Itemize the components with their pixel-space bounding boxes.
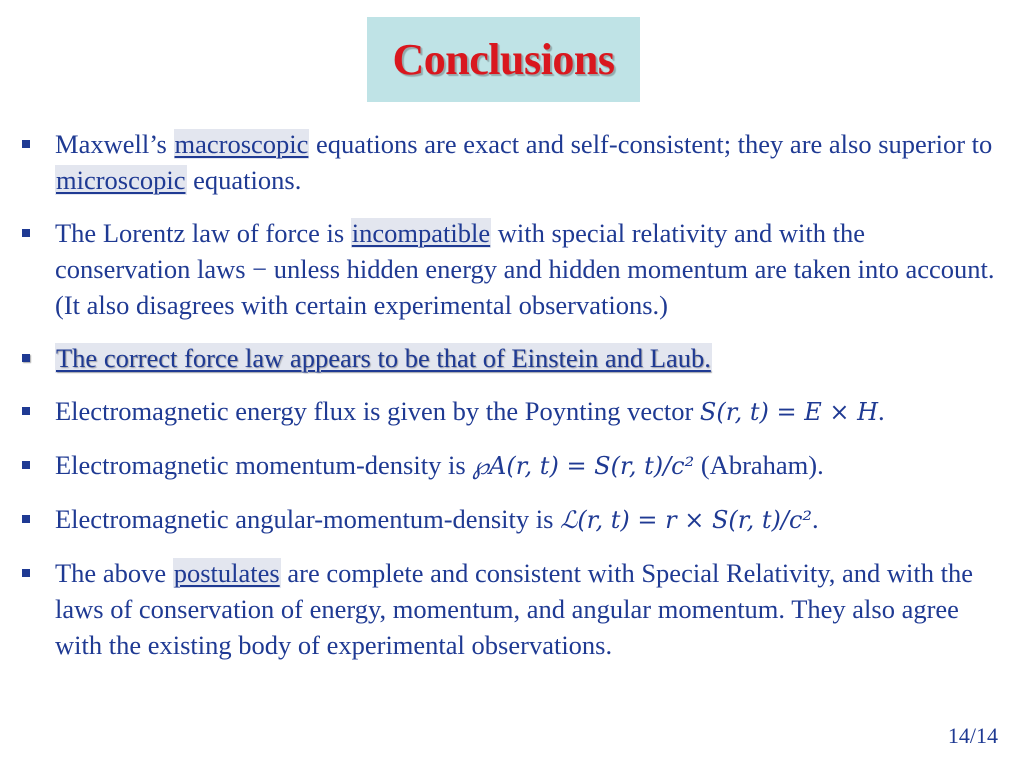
bullet-postulates — [20, 555, 1005, 663]
bullet-text-post: . — [878, 396, 885, 426]
highlight-incompatible: incompatible — [351, 218, 491, 248]
highlight-microscopic: microscopic — [56, 165, 186, 195]
bullet-text-post: equations. — [186, 165, 302, 195]
bullet-einstein-laub — [20, 340, 1005, 376]
square-bullet-icon — [22, 569, 30, 577]
square-bullet-icon — [22, 140, 30, 148]
bullet-text-pre: Electromagnetic energy flux is given by the Poynting vector — [55, 396, 700, 426]
bullet-text-pre: Electromagnetic angular-momentum-density is — [55, 504, 561, 534]
square-bullet-icon — [22, 407, 30, 415]
bullet-text-einstein-laub: The correct force law appears to be that of Einstein and Laub. — [56, 343, 711, 373]
momentum-density-equation: ℘A(r, t) = S(r, t)/c² — [472, 452, 695, 480]
bullet-lorentz — [20, 215, 1005, 323]
bullet-text-pre: The Lorentz law of force is — [55, 218, 351, 248]
bullet-text-mid: equations are exact and self-consistent; they are also superior to — [309, 129, 993, 159]
bullet-poynting — [20, 393, 1005, 430]
bullet-text-post: (Abraham). — [694, 450, 824, 480]
angular-momentum-equation: ℒ(r, t) = r × S(r, t)/c² — [560, 506, 813, 534]
square-bullet-icon — [22, 461, 30, 469]
slide-title: Conclusions — [392, 35, 615, 84]
page-number: 14/14 — [947, 723, 998, 748]
bullet-text-pre: The above — [55, 558, 173, 588]
title-box — [367, 17, 640, 102]
bullet-text-pre: Electromagnetic momentum-density is — [55, 450, 473, 480]
bullet-list — [20, 126, 1005, 680]
bullet-text-pre: Maxwell’s — [55, 129, 174, 159]
square-bullet-icon — [22, 354, 30, 362]
bullet-momentum-density — [20, 447, 1005, 484]
highlight-macroscopic: macroscopic — [174, 129, 309, 159]
highlight-postulates: postulates — [173, 558, 280, 588]
poynting-equation: S(r, t) = E × H — [699, 398, 879, 426]
square-bullet-icon — [22, 515, 30, 523]
bullet-angular-momentum — [20, 501, 1005, 538]
square-bullet-icon — [22, 229, 30, 237]
bullet-maxwell — [20, 126, 1005, 198]
bullet-text-post: . — [812, 504, 819, 534]
bullet-text-post: are complete and consistent with Special Relativity, and with the laws of conservation of energy, momentum, and angular momentum. They also agree with the existing body of experimental observations. — [55, 558, 973, 660]
bullet-text-post: with special relativity and with the conservation laws − unless hidden energy and hidden momentum are taken into account. (It also disagrees with certain experimental observations.) — [55, 218, 995, 320]
